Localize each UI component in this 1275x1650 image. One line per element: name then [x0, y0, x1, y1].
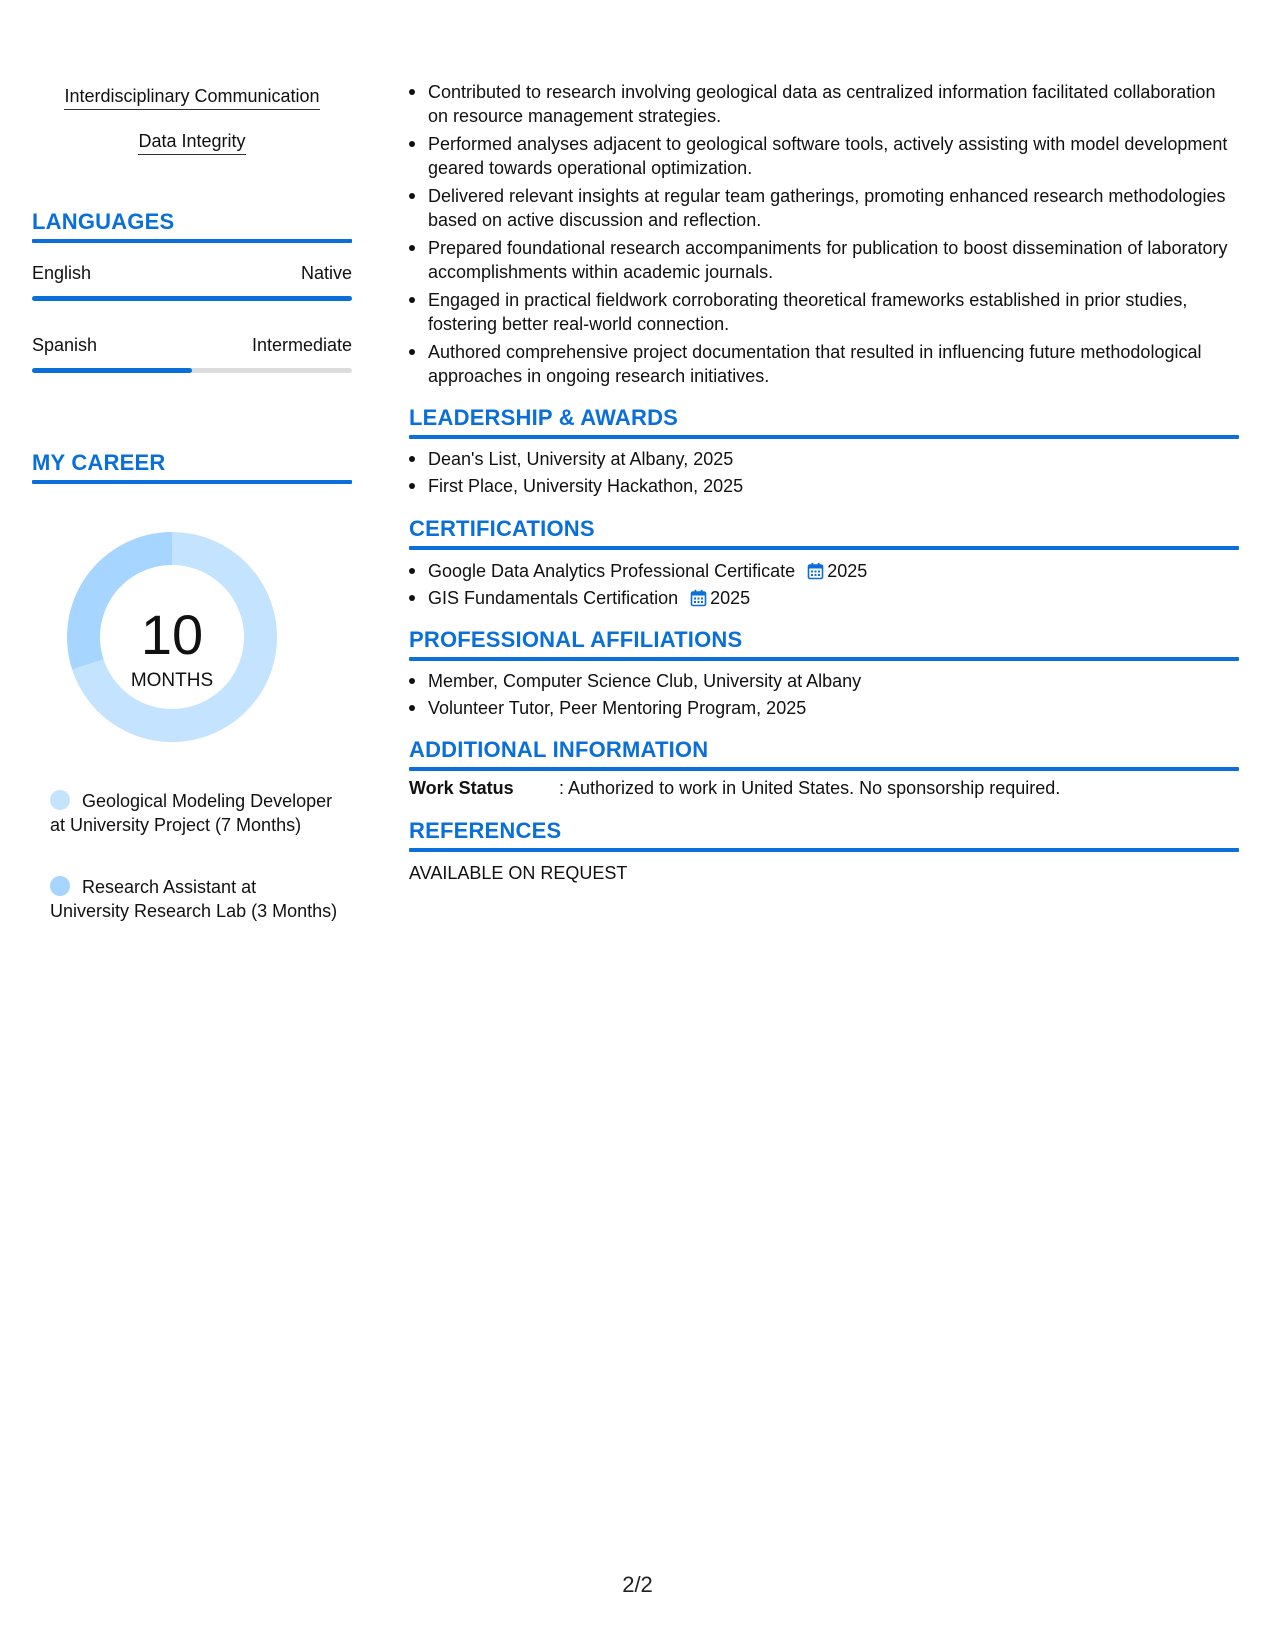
proficiency-fill	[32, 296, 352, 301]
references-text: AVAILABLE ON REQUEST	[409, 863, 628, 883]
list-item	[409, 586, 1239, 610]
certification-name: GIS Fundamentals Certification	[428, 588, 679, 608]
career-section	[32, 450, 352, 484]
section-title: LANGUAGES	[32, 209, 175, 234]
proficiency-bar	[32, 296, 352, 301]
list-item: First Place, University Hackathon, 2025	[409, 474, 1239, 498]
certification-year: 2025	[710, 588, 751, 608]
section-title: LEADERSHIP & AWARDS	[409, 405, 679, 430]
certification-year: 2025	[827, 561, 868, 581]
references-section	[409, 818, 1239, 884]
section-title: MY CAREER	[32, 450, 166, 475]
leadership-list	[409, 447, 1239, 498]
affiliations-section	[409, 627, 1239, 720]
career-legend-text: Geological Modeling Developer at University Project (7 Months)	[50, 791, 333, 835]
list-item: Engaged in practical fieldwork corroborating theoretical frameworks established in prior studies, fostering better real-world connection.	[409, 288, 1239, 336]
language-name: Spanish	[32, 335, 98, 355]
list-item: Prepared foundational research accompaniments for publication to boost dissemination of laboratory accomplishments within academic journals.	[409, 236, 1239, 284]
language-item	[32, 263, 352, 301]
page-number: 2/2	[622, 1572, 653, 1597]
calendar-icon	[807, 562, 824, 580]
experience-bullets	[409, 80, 1239, 388]
skill-item	[32, 131, 352, 155]
list-item: Contributed to research involving geological data as centralized information facilitated collaboration on resource management strategies.	[409, 80, 1239, 128]
language-item	[32, 335, 352, 373]
section-divider	[409, 435, 1239, 439]
section-title: PROFESSIONAL AFFILIATIONS	[409, 627, 743, 652]
section-divider	[409, 767, 1239, 771]
info-value: : Authorized to work in United States. No sponsorship required.	[559, 778, 1061, 798]
section-divider	[409, 848, 1239, 852]
info-key: Work Status	[409, 778, 514, 798]
certification-name: Google Data Analytics Professional Certificate	[428, 561, 796, 581]
list-item: Dean's List, University at Albany, 2025	[409, 447, 1239, 471]
certifications-list	[409, 559, 1239, 610]
languages-section	[32, 209, 352, 373]
skill-label: Interdisciplinary Communication	[64, 86, 319, 110]
skill-item	[32, 86, 352, 110]
section-divider	[409, 657, 1239, 661]
career-legend-item	[50, 875, 340, 923]
leadership-section	[409, 405, 1239, 498]
affiliations-list	[409, 669, 1239, 720]
language-level: Intermediate	[251, 335, 352, 355]
section-divider	[32, 480, 352, 484]
calendar-icon	[690, 589, 707, 607]
list-item	[409, 559, 1239, 583]
language-level: Native	[300, 263, 352, 283]
section-divider	[32, 239, 352, 243]
section-title: REFERENCES	[409, 818, 562, 843]
career-total-unit: MONTHS	[130, 670, 214, 691]
legend-dot	[50, 790, 70, 810]
career-legend-text: Research Assistant at University Research Lab (3 Months)	[50, 877, 338, 921]
career-legend-item	[50, 789, 340, 837]
list-item: Authored comprehensive project documentation that resulted in influencing future methodological approaches in ongoing research initiatives.	[409, 340, 1239, 388]
info-row	[409, 778, 1239, 799]
list-item: Member, Computer Science Club, University at Albany	[409, 669, 1239, 693]
section-title: ADDITIONAL INFORMATION	[409, 737, 709, 762]
certifications-section	[409, 516, 1239, 610]
language-name: English	[32, 263, 92, 283]
additional-info-section	[409, 737, 1239, 799]
list-item: Performed analyses adjacent to geological software tools, actively assisting with model development geared towards operational optimization.	[409, 132, 1239, 180]
list-item: Delivered relevant insights at regular team gatherings, promoting enhanced research methodologies based on active discussion and reflection.	[409, 184, 1239, 232]
list-item: Volunteer Tutor, Peer Mentoring Program, 2025	[409, 696, 1239, 720]
legend-dot	[50, 876, 70, 896]
skill-label: Data Integrity	[138, 131, 245, 155]
career-donut-chart	[67, 532, 277, 742]
section-divider	[409, 546, 1239, 550]
career-total-number: 10	[140, 603, 204, 666]
section-title: CERTIFICATIONS	[409, 516, 595, 541]
proficiency-fill	[32, 368, 192, 373]
proficiency-bar	[32, 368, 352, 373]
